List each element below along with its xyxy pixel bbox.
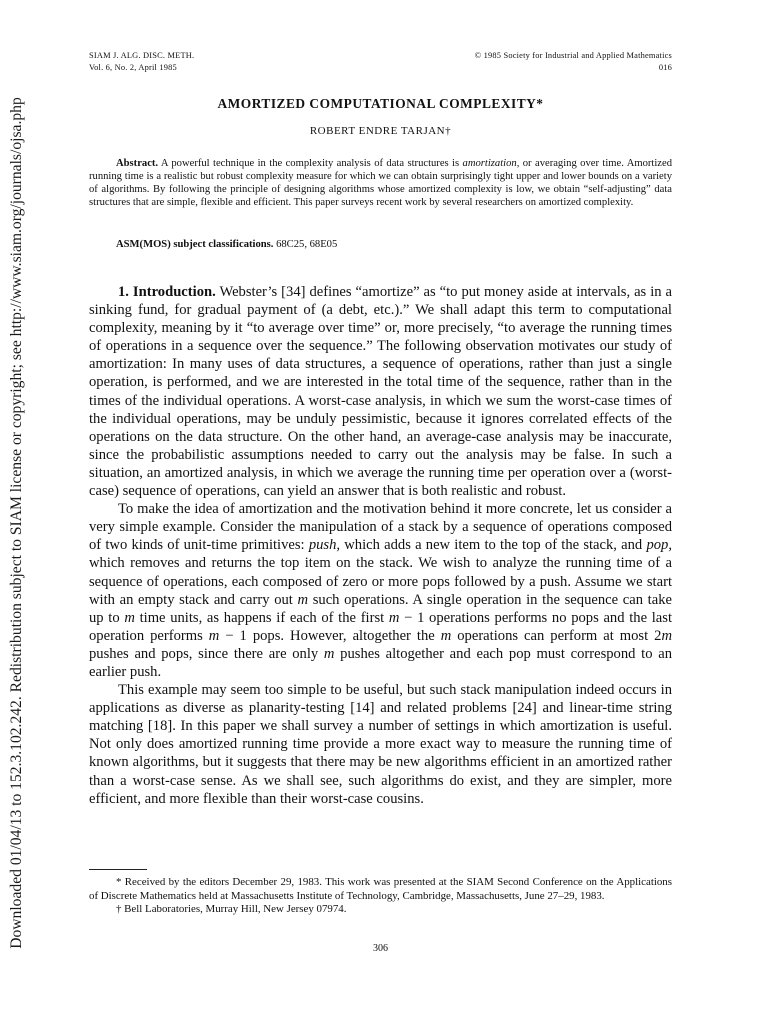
p2-var-m: m <box>124 609 135 626</box>
section-heading: 1. Introduction. <box>118 284 216 300</box>
journal-volume: Vol. 6, No. 2, April 1985 <box>89 63 177 72</box>
abstract-emphasis: amortization, <box>462 158 520 169</box>
paragraph-2 <box>89 500 672 681</box>
p2-text-g: − 1 pops. However, altogether the <box>219 627 441 644</box>
p2-var-m: m <box>440 627 452 644</box>
paragraph-1-text: Webster’s [34] defines “amortize” as “to put money aside at intervals, as in a sinking fund, for gradual payment of (a debt, etc.).” We shall adapt this term to computational complexity, meaning by it “to average over time” or, more precisely, “to average the running times of operations in a sequence over the sequence.” The following observation motivates our study of amortization: In many uses of data structures, a sequence of operations, rather than just a single operation, is performed, and we are interested in the total time of the sequence, rather than in the times of the individual operations. A worst-case analysis, in which we sum the worst-case times of the individual operations, may be unduly pessimistic, because it ignores correlated effects of the operations on the data structure. On the other hand, an average-case analysis may be inaccurate, since the probabilistic assumptions needed to carry out the analysis may be false. In such a situation, an amortized analysis, in which we average the running time per operation over a (worst-case) sequence of operations, can yield an answer that is both realistic and robust. <box>89 284 672 500</box>
paper-author: ROBERT ENDRE TARJAN† <box>309 125 452 137</box>
footnote-rule <box>89 869 147 870</box>
p2-var-m: m <box>661 627 672 644</box>
paragraph-1 <box>89 283 672 500</box>
footnote-affiliation: † Bell Laboratories, Murray Hill, New Jersey 07974. <box>116 903 347 916</box>
p2-var-m: m <box>297 591 309 608</box>
abstract-text-1: A powerful technique in the complexity analysis of data structures is <box>158 158 463 169</box>
article-code: 016 <box>658 63 672 72</box>
p2-text-a: To make the idea of amortization and the motivation behind it more concrete, let us consider a very simple example. Consider the manipulation of a stack by a sequence of operations composed of two kinds of unit-time primitives: <box>89 501 672 554</box>
copyright-line: © 1985 Society for Industrial and Applied Mathematics <box>474 51 672 60</box>
p2-var-m: m <box>388 609 400 626</box>
download-notice: Downloaded 01/04/13 to 152.3.102.242. Redistribution subject to SIAM license or copyright; see http://www.siam.org/journals/ojsa.php <box>8 97 25 949</box>
p2-text-i: pushes and pops, since there are only <box>89 645 324 662</box>
p2-var-m: m <box>323 645 335 662</box>
paragraph-3: This example may seem too simple to be useful, but such stack manipulation indeed occurs in applications as diverse as planarity-testing [14] and related problems [24] and linear-time string matching [18]. In this paper we shall survey a number of settings in which amortization is useful. Not only does amortized running time provide a more exact way to measure the running time of known algorithms, but it suggests that there may be new algorithms efficient in an amortized rather than a worst-case sense. As we shall see, such algorithms do exist, and they are simpler, more efficient, and more flexible than their worst-case cousins. <box>89 682 672 807</box>
abstract-text-2: or averaging over time. Amortized running time is a realistic but robust complexity measure for which we can obtain surprisingly tight upper and lower bounds on a variety of algorithms. By following the principle of designing algorithms whose amortized complexity is low, we obtain “self-adjusting” data structures that are simple, flexible and efficient. This paper surveys recent work by several researchers on amortized complexity. <box>89 158 672 208</box>
p2-term-push: push, <box>308 537 341 554</box>
journal-header <box>89 50 194 74</box>
subject-classification <box>116 238 337 251</box>
abstract-label: Abstract. <box>116 158 159 169</box>
page-number: 306 <box>373 943 388 954</box>
classification-codes: 68C25, 68E05 <box>273 239 338 250</box>
journal-name: SIAM J. ALG. DISC. METH. <box>89 51 195 60</box>
footnote-received: * Received by the editors December 29, 1983. This work was presented at the SIAM Second Conference on the Applications of Discrete Mathematics held at Massachusetts Institute of Technology, Cambridge, Massachusetts, June 27–29, 1983. <box>89 876 672 902</box>
paper-title: AMORTIZED COMPUTATIONAL COMPLEXITY* <box>217 96 544 111</box>
p2-text-h: operations can perform at most 2 <box>451 627 662 644</box>
section-introduction <box>89 283 672 808</box>
p2-text-c: which removes and returns the top item on the stack. We wish to analyze the running time of a sequence of operations, each composed of zero or more pops followed by a push. Assume we start with an empty stack and carry out <box>89 555 672 608</box>
p2-text-e: time units, as happens if each of the first <box>134 609 389 626</box>
p2-text-b: which adds a new item to the top of the stack, and <box>340 537 647 554</box>
classification-label: ASM(MOS) subject classifications. <box>116 239 274 250</box>
p2-term-pop: pop, <box>646 537 672 554</box>
p2-text-f: − 1 operations performs no pops and the last operation performs <box>89 609 673 644</box>
p2-text-j: pushes altogether and each pop must correspond to an earlier push. <box>89 645 672 680</box>
p2-var-m: m <box>208 627 220 644</box>
footnotes <box>89 876 672 917</box>
copyright-header <box>400 50 672 74</box>
p2-text-d: such operations. A single operation in the sequence can take up to <box>89 591 672 626</box>
abstract <box>89 157 672 209</box>
